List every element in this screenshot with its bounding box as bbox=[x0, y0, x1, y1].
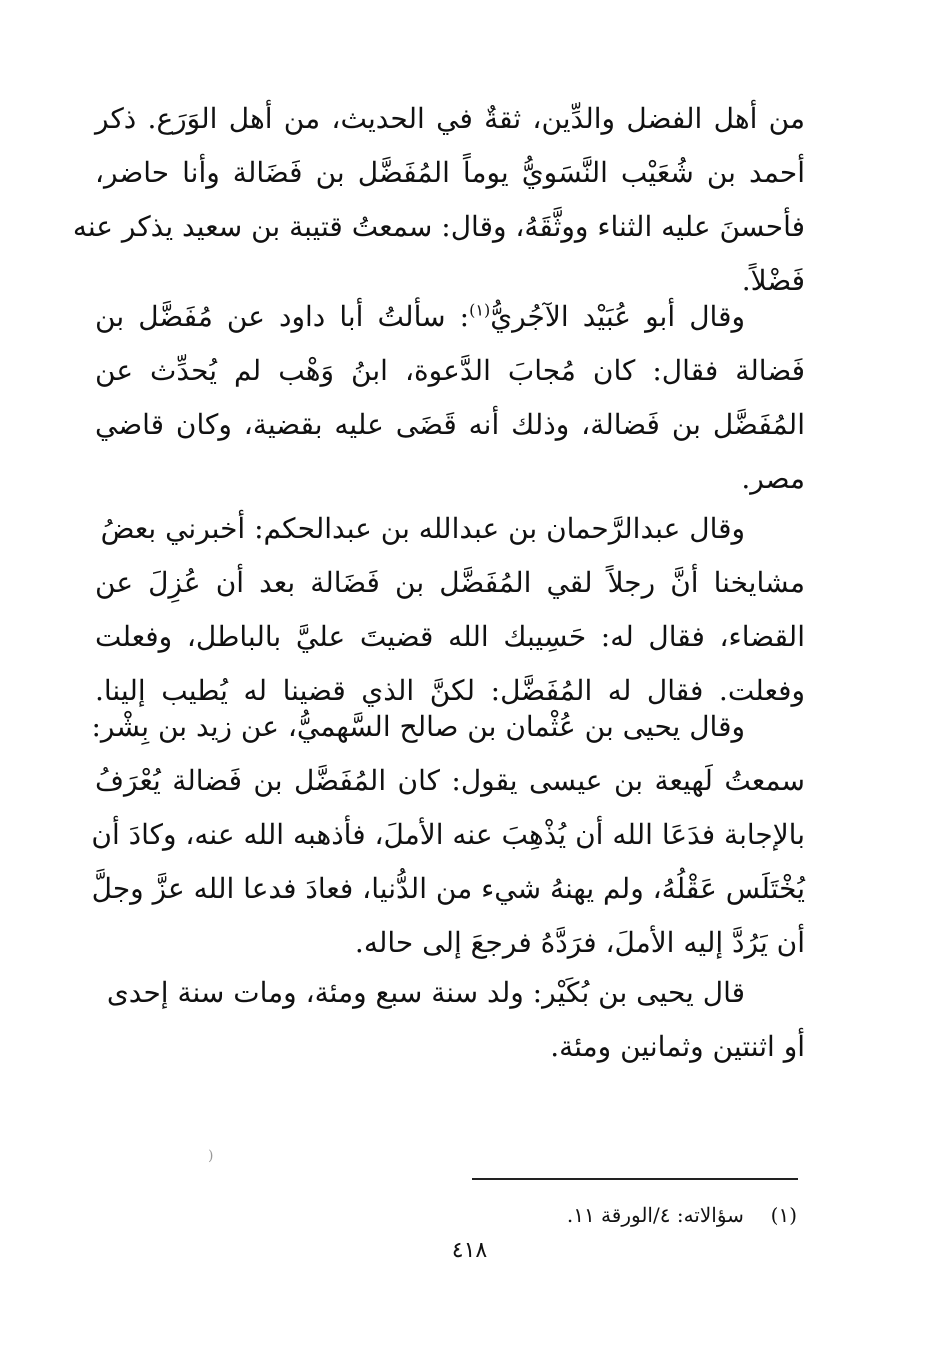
footnote bbox=[567, 1200, 797, 1230]
footnote-marker[interactable]: (١) bbox=[469, 300, 491, 320]
paragraph-3 bbox=[95, 502, 805, 718]
text-line: سمعتُ لَهيعة بن عيسى يقول: كان المُفَضَّل بن فَضالة يُعْرَفُ bbox=[95, 764, 805, 797]
text-line: قال يحيى بن بُكَيْر: ولد سنة سبع ومئة، ومات سنة إحدى bbox=[106, 976, 745, 1009]
text-span: : سألتُ أبا داود عن مُفَضَّل بن bbox=[95, 300, 470, 333]
text-line: أو اثنتين وثمانين ومئة. bbox=[550, 1030, 805, 1063]
text-line: فأحسنَ عليه الثناء ووثَّقَهُ، وقال: سمعتُ قتيبة بن سعيد يذكر عنه bbox=[72, 210, 805, 243]
text-line: وقال يحيى بن عُثْمان بن صالح السَّهميُّ، عن زيد بن بِشْر: bbox=[91, 710, 745, 743]
text-line: فَضْلاً. bbox=[741, 264, 805, 297]
paragraph-2 bbox=[95, 290, 805, 506]
page-number: ٤١٨ bbox=[451, 1238, 488, 1263]
text-line: بالإجابة فدَعَا الله أن يُذْهِبَ عنه الأملَ، فأذهبه الله عنه، وكادَ أن bbox=[91, 818, 805, 851]
paragraph-1 bbox=[72, 92, 805, 308]
footnote-separator bbox=[472, 1178, 798, 1180]
text-line: من أهل الفضل والدِّين، ثقةٌ في الحديث، من أهل الوَرَع. ذكر bbox=[95, 102, 805, 135]
text-line: مصر. bbox=[741, 462, 805, 495]
text-line: المُفَضَّل بن فَضالة، وذلك أنه قَضَى عليه بقضية، وكان قاضي bbox=[95, 408, 805, 441]
text-line: وقال عبدالرَّحمان بن عبدالله بن عبدالحكم: أخبرني بعضُ bbox=[100, 512, 745, 545]
text-line bbox=[95, 290, 805, 344]
text-line: القضاء، فقال له: حَسِيبك الله قضيتَ عليَّ بالباطل، وفعلت bbox=[95, 620, 805, 653]
text-span: وقال أبو عُبَيْد الآجُريُّ bbox=[490, 300, 745, 333]
footnote-number: (١) bbox=[770, 1203, 797, 1227]
paragraph-4 bbox=[91, 700, 805, 970]
paragraph-5 bbox=[95, 966, 805, 1074]
text-line: فَضالة فقال: كان مُجابَ الدَّعوة، ابنُ وَهْب لم يُحدِّث عن bbox=[95, 354, 805, 387]
text-line: أن يَرُدَّ إليه الأملَ، فرَدَّهُ فرجعَ إلى حاله. bbox=[354, 926, 805, 959]
text-line: أحمد بن شُعَيْب النَّسَويُّ يوماً المُفَضَّل بن فَضَالة وأنا حاضر، bbox=[95, 156, 805, 189]
text-line: مشايخنا أنَّ رجلاً لقي المُفَضَّل بن فَضَالة بعد أن عُزِلَ عن bbox=[95, 566, 805, 599]
footnote-text: سؤالاته: ٤/الورقة ١١. bbox=[566, 1203, 744, 1227]
text-line: وفعلت. فقال له المُفَضَّل: لكنَّ الذي قضينا له يُطيب إلينا. bbox=[95, 674, 805, 707]
scan-speck: ( bbox=[208, 1148, 214, 1164]
text-line: يُخْتَلَس عَقْلُهُ، ولم يهنهُ شيء من الدُّنيا، فعادَ فدعا الله عزَّ وجلَّ bbox=[91, 872, 805, 905]
